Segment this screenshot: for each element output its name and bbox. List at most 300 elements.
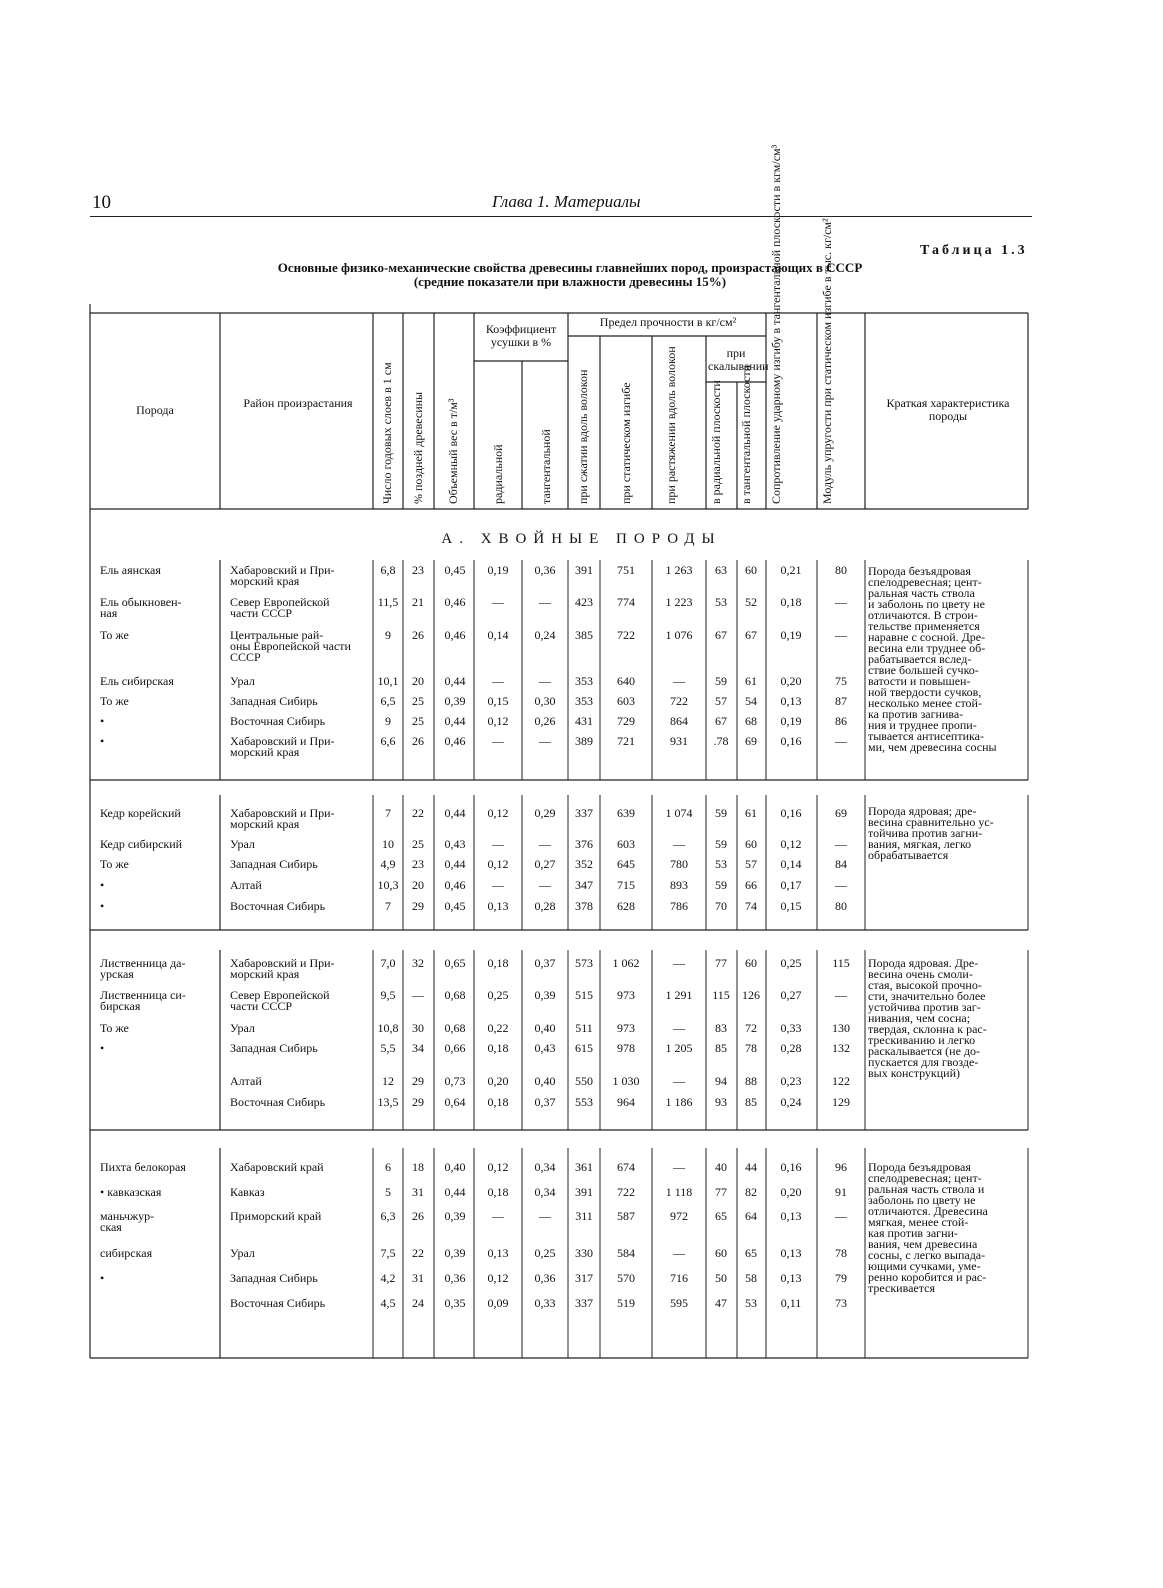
value-cell: 0,66 xyxy=(444,1041,466,1055)
value-cell: 0,13 xyxy=(487,899,509,913)
value-cell: — xyxy=(539,595,551,609)
value-cell: 22 xyxy=(412,806,424,820)
value-cell: — xyxy=(673,956,685,970)
value-cell: 0,12 xyxy=(487,1160,509,1174)
value-cell: 53 xyxy=(745,1296,757,1310)
value-cell: — xyxy=(492,595,504,609)
value-cell: 78 xyxy=(835,1246,847,1260)
value-cell: 0,43 xyxy=(534,1041,556,1055)
header-latewood: % поздней древесины xyxy=(411,391,425,504)
header-strength-group: Предел прочности в кг/см² xyxy=(599,315,737,329)
value-cell: 67 xyxy=(745,628,757,642)
value-cell: 0,43 xyxy=(444,837,466,851)
value-cell: 361 xyxy=(575,1160,593,1174)
value-cell: 10 xyxy=(382,837,394,851)
value-cell: 0,18 xyxy=(780,595,802,609)
description-line: вания, мягкая, легко xyxy=(868,837,972,851)
value-cell: 26 xyxy=(412,628,424,642)
value-cell: — xyxy=(539,1209,551,1223)
header-bending: при статическом изгибе xyxy=(619,382,633,504)
value-cell: 515 xyxy=(575,988,593,1002)
value-cell: 0,14 xyxy=(780,857,802,871)
value-cell: 32 xyxy=(412,956,424,970)
species-description xyxy=(868,958,1020,1079)
description-line: и заболонь по цвету не xyxy=(868,597,985,611)
value-cell: — xyxy=(492,878,504,892)
description-line: весина очень смоли- xyxy=(868,967,973,981)
value-cell: 0,44 xyxy=(444,674,466,688)
value-cell: 61 xyxy=(745,806,757,820)
value-cell: 729 xyxy=(617,714,635,728)
value-cell: 1 291 xyxy=(665,988,693,1002)
value-cell: — xyxy=(673,1246,685,1260)
species-cell: То же xyxy=(100,694,129,708)
species-cell: • xyxy=(100,899,105,913)
value-cell: 864 xyxy=(670,714,688,728)
description-line: ральная часть ствола xyxy=(868,586,975,600)
value-cell: 639 xyxy=(617,806,635,820)
description-line: ватости и повышен- xyxy=(868,674,971,688)
value-cell: 9 xyxy=(385,714,391,728)
description-line: ствие большей сучко- xyxy=(868,663,979,677)
region-cell: Западная Сибирь xyxy=(230,857,318,871)
value-cell: 352 xyxy=(575,857,593,871)
description-line: мягкая, менее стой- xyxy=(868,1215,969,1229)
value-cell: 0,30 xyxy=(534,694,556,708)
value-cell: 31 xyxy=(412,1185,424,1199)
value-cell: 1 076 xyxy=(665,628,693,642)
value-cell: 68 xyxy=(745,714,757,728)
value-cell: 34 xyxy=(412,1041,424,1055)
value-cell: 5 xyxy=(385,1185,391,1199)
value-cell: 0,16 xyxy=(780,1160,802,1174)
region-cell: Хабаровский край xyxy=(230,1160,324,1174)
value-cell: 53 xyxy=(715,857,727,871)
species-cell: То же xyxy=(100,1021,129,1035)
value-cell: 59 xyxy=(715,878,727,892)
value-cell: — xyxy=(835,628,847,642)
value-cell: — xyxy=(412,988,424,1002)
header-shrink-radial: радиальной xyxy=(491,444,505,504)
value-cell: 0,39 xyxy=(534,988,556,1002)
value-cell: 0,13 xyxy=(487,1246,509,1260)
value-cell: 1 030 xyxy=(612,1074,640,1088)
value-cell: 0,39 xyxy=(444,694,466,708)
value-cell: 973 xyxy=(617,1021,635,1035)
value-cell: 0,46 xyxy=(444,734,466,748)
value-cell: 24 xyxy=(412,1296,424,1310)
header-shear-radial: в радиальной плоскости xyxy=(709,380,723,504)
value-cell: 570 xyxy=(617,1271,635,1285)
value-cell: 0,37 xyxy=(534,1095,556,1109)
value-cell: — xyxy=(539,734,551,748)
region-cell: Западная Сибирь xyxy=(230,1041,318,1055)
value-cell: 94 xyxy=(715,1074,727,1088)
value-cell: 0,40 xyxy=(444,1160,466,1174)
value-cell: 23 xyxy=(412,563,424,577)
value-cell: 311 xyxy=(575,1209,593,1223)
value-cell: 7,0 xyxy=(380,956,396,970)
value-cell: 4,2 xyxy=(380,1271,396,1285)
header-shear-group: при скалывании xyxy=(708,346,769,373)
header-tension: при растяжении вдоль волокон xyxy=(664,346,678,504)
region-cell: Центральные рай- оны Европейской части СССР xyxy=(230,628,351,664)
description-line: вания, чем древесина xyxy=(868,1237,978,1251)
description-line: ренно коробится и рас- xyxy=(868,1270,987,1284)
value-cell: 978 xyxy=(617,1041,635,1055)
value-cell: 7,5 xyxy=(380,1246,396,1260)
value-cell: 0,16 xyxy=(780,734,802,748)
value-cell: 60 xyxy=(715,1246,727,1260)
value-cell: 59 xyxy=(715,837,727,851)
value-cell: 584 xyxy=(617,1246,635,1260)
value-cell: 126 xyxy=(742,988,760,1002)
region-cell: Север Европейской части СССР xyxy=(230,988,330,1013)
value-cell: 0,44 xyxy=(444,1185,466,1199)
value-cell: 511 xyxy=(575,1021,593,1035)
value-cell: 0,64 xyxy=(444,1095,466,1109)
species-cell: сибирская xyxy=(100,1246,153,1260)
species-cell: • xyxy=(100,1271,105,1285)
value-cell: 0,19 xyxy=(780,628,802,642)
value-cell: 73 xyxy=(835,1296,847,1310)
value-cell: — xyxy=(835,1209,847,1223)
value-cell: 59 xyxy=(715,806,727,820)
value-cell: 385 xyxy=(575,628,593,642)
description-line: раскалывается (не до- xyxy=(868,1044,981,1058)
value-cell: 774 xyxy=(617,595,635,609)
value-cell: — xyxy=(673,674,685,688)
region-cell: Восточная Сибирь xyxy=(230,714,326,728)
value-cell: 0,36 xyxy=(534,563,556,577)
value-cell: 722 xyxy=(617,628,635,642)
value-cell: 12 xyxy=(382,1074,394,1088)
value-cell: 64 xyxy=(745,1209,757,1223)
value-cell: 0,18 xyxy=(487,1185,509,1199)
species-cell: • xyxy=(100,1041,105,1055)
value-cell: 0,44 xyxy=(444,714,466,728)
value-cell: 0,39 xyxy=(444,1209,466,1223)
region-cell: Хабаровский и При- морский края xyxy=(230,563,335,588)
value-cell: 70 xyxy=(715,899,727,913)
value-cell: 0,24 xyxy=(534,628,556,642)
value-cell: 9,5 xyxy=(380,988,396,1002)
value-cell: 0,23 xyxy=(780,1074,802,1088)
value-cell: 0,18 xyxy=(487,1095,509,1109)
species-cell: маньчжур- ская xyxy=(100,1209,155,1234)
value-cell: 72 xyxy=(745,1021,757,1035)
value-cell: 29 xyxy=(412,1074,424,1088)
value-cell: 69 xyxy=(835,806,847,820)
value-cell: 7 xyxy=(385,899,391,913)
description-line: несколько менее стой- xyxy=(868,696,982,710)
value-cell: 83 xyxy=(715,1021,727,1035)
value-cell: 80 xyxy=(835,899,847,913)
value-cell: 0,13 xyxy=(780,1209,802,1223)
value-cell: 132 xyxy=(832,1041,850,1055)
species-cell: • кавказская xyxy=(100,1185,162,1199)
table-caption-line-2: (средние показатели при влажности древесины 15%) xyxy=(413,274,727,289)
value-cell: 4,9 xyxy=(380,857,396,871)
value-cell: 82 xyxy=(745,1185,757,1199)
region-cell: Алтай xyxy=(230,1074,262,1088)
value-cell: — xyxy=(835,837,847,851)
description-line: устойчива против заг- xyxy=(868,1000,981,1014)
region-cell: Алтай xyxy=(230,878,262,892)
value-cell: 54 xyxy=(745,694,757,708)
value-cell: 0,12 xyxy=(780,837,802,851)
value-cell: 391 xyxy=(575,563,593,577)
description-line: весина сравнительно ус- xyxy=(868,815,994,829)
region-cell: Восточная Сибирь xyxy=(230,1296,326,1310)
value-cell: 0,36 xyxy=(444,1271,466,1285)
value-cell: 65 xyxy=(745,1246,757,1260)
value-cell: 5,5 xyxy=(380,1041,396,1055)
value-cell: 22 xyxy=(412,1246,424,1260)
value-cell: 0,20 xyxy=(487,1074,509,1088)
value-cell: 0,13 xyxy=(780,1246,802,1260)
description-line: тойчива против загни- xyxy=(868,826,983,840)
value-cell: 0,28 xyxy=(534,899,556,913)
value-cell: 0,16 xyxy=(780,806,802,820)
value-cell: 67 xyxy=(715,628,727,642)
description-line: наравне с сосной. Дре- xyxy=(868,630,986,644)
running-head: Глава 1. Материалы xyxy=(492,192,641,211)
value-cell: 972 xyxy=(670,1209,688,1223)
value-cell: 337 xyxy=(575,1296,593,1310)
value-cell: 9 xyxy=(385,628,391,642)
value-cell: 378 xyxy=(575,899,593,913)
value-cell: 0,68 xyxy=(444,1021,466,1035)
value-cell: 715 xyxy=(617,878,635,892)
value-cell: 6,8 xyxy=(380,563,396,577)
value-cell: 0,21 xyxy=(780,563,802,577)
value-cell: 130 xyxy=(832,1021,850,1035)
description-line: сти, значительно более xyxy=(868,989,986,1003)
value-cell: — xyxy=(835,595,847,609)
header-shrink-group: Коэффициент усушки в % xyxy=(485,322,557,349)
value-cell: 640 xyxy=(617,674,635,688)
value-cell: 780 xyxy=(670,857,688,871)
value-cell: 63 xyxy=(715,563,727,577)
description-line: трескивается xyxy=(868,1281,935,1295)
value-cell: 0,33 xyxy=(534,1296,556,1310)
value-cell: 47 xyxy=(715,1296,727,1310)
value-cell: 23 xyxy=(412,857,424,871)
value-cell: 0,27 xyxy=(780,988,802,1002)
species-cell: Ель обыкновен- ная xyxy=(100,595,182,620)
value-cell: 964 xyxy=(617,1095,635,1109)
header-region: Район произрастания xyxy=(243,396,353,410)
value-cell: 0,28 xyxy=(780,1041,802,1055)
value-cell: 85 xyxy=(745,1095,757,1109)
value-cell: 59 xyxy=(715,674,727,688)
value-cell: 91 xyxy=(835,1185,847,1199)
value-cell: 85 xyxy=(715,1041,727,1055)
species-cell: То же xyxy=(100,628,129,642)
value-cell: 0,65 xyxy=(444,956,466,970)
description-line: Порода ядровая; дре- xyxy=(868,804,977,818)
region-cell: Хабаровский и При- морский края xyxy=(230,956,335,981)
value-cell: — xyxy=(673,1021,685,1035)
value-cell: 60 xyxy=(745,837,757,851)
value-cell: 57 xyxy=(715,694,727,708)
value-cell: 52 xyxy=(745,595,757,609)
description-line: пускается для гвозде- xyxy=(868,1055,979,1069)
value-cell: 25 xyxy=(412,837,424,851)
value-cell: 603 xyxy=(617,694,635,708)
species-cell: То же xyxy=(100,857,129,871)
value-cell: 79 xyxy=(835,1271,847,1285)
value-cell: 78 xyxy=(745,1041,757,1055)
value-cell: 0,34 xyxy=(534,1160,556,1174)
value-cell: .78 xyxy=(713,734,729,748)
region-cell: Западная Сибирь xyxy=(230,1271,318,1285)
value-cell: 67 xyxy=(715,714,727,728)
value-cell: 0,35 xyxy=(444,1296,466,1310)
species-cell: • xyxy=(100,878,105,892)
value-cell: 29 xyxy=(412,1095,424,1109)
value-cell: 1 205 xyxy=(665,1041,693,1055)
value-cell: 0,46 xyxy=(444,595,466,609)
value-cell: 60 xyxy=(745,563,757,577)
value-cell: — xyxy=(539,837,551,851)
value-cell: 0,45 xyxy=(444,899,466,913)
value-cell: 337 xyxy=(575,806,593,820)
description-line: Порода ядровая. Дре- xyxy=(868,956,979,970)
value-cell: 1 074 xyxy=(665,806,693,820)
value-cell: 87 xyxy=(835,694,847,708)
description-line: отличаются. Древесина xyxy=(868,1204,988,1218)
header-density: Объемный вес в т/м³ xyxy=(446,398,460,504)
value-cell: 20 xyxy=(412,674,424,688)
value-cell: 615 xyxy=(575,1041,593,1055)
value-cell: 80 xyxy=(835,563,847,577)
value-cell: 0,12 xyxy=(487,714,509,728)
value-cell: 722 xyxy=(670,694,688,708)
value-cell: — xyxy=(835,734,847,748)
description-line: ния и труднее пропи- xyxy=(868,718,977,732)
value-cell: 353 xyxy=(575,674,593,688)
description-line: спелодревесная; цент- xyxy=(868,1171,982,1185)
description-line: ральная часть ствола и xyxy=(868,1182,985,1196)
value-cell: 115 xyxy=(712,988,730,1002)
value-cell: 0,24 xyxy=(780,1095,802,1109)
value-cell: — xyxy=(835,878,847,892)
value-cell: 1 062 xyxy=(612,956,640,970)
value-cell: 96 xyxy=(835,1160,847,1174)
region-cell: Приморский край xyxy=(230,1209,322,1223)
value-cell: 751 xyxy=(617,563,635,577)
value-cell: 1 118 xyxy=(665,1185,693,1199)
value-cell: 122 xyxy=(832,1074,850,1088)
value-cell: 0,39 xyxy=(444,1246,466,1260)
value-cell: 88 xyxy=(745,1074,757,1088)
description-line: трескиванию и легко xyxy=(868,1033,976,1047)
value-cell: 0,40 xyxy=(534,1021,556,1035)
value-cell: 0,13 xyxy=(780,694,802,708)
header-shrink-tangential: тангентальной xyxy=(539,429,553,504)
header-modulus: Модуль упругости при статическом изгибе в тыс. кг/см² xyxy=(820,218,834,504)
value-cell: 722 xyxy=(617,1185,635,1199)
value-cell: 0,27 xyxy=(534,857,556,871)
value-cell: 0,46 xyxy=(444,628,466,642)
value-cell: 6,5 xyxy=(380,694,396,708)
description-line: тывается антисептика- xyxy=(868,729,984,743)
value-cell: 1 223 xyxy=(665,595,693,609)
value-cell: 0,20 xyxy=(780,1185,802,1199)
value-cell: 389 xyxy=(575,734,593,748)
value-cell: 0,19 xyxy=(780,714,802,728)
value-cell: 573 xyxy=(575,956,593,970)
species-cell: • xyxy=(100,734,105,748)
value-cell: 0,12 xyxy=(487,857,509,871)
region-cell: Кавказ xyxy=(230,1185,265,1199)
value-cell: — xyxy=(492,734,504,748)
value-cell: 0,26 xyxy=(534,714,556,728)
value-cell: — xyxy=(492,837,504,851)
value-cell: 595 xyxy=(670,1296,688,1310)
value-cell: — xyxy=(539,878,551,892)
value-cell: 58 xyxy=(745,1271,757,1285)
value-cell: 0,12 xyxy=(487,1271,509,1285)
species-description xyxy=(868,806,1020,861)
region-cell: Хабаровский и При- морский края xyxy=(230,734,335,759)
value-cell: 74 xyxy=(745,899,757,913)
value-cell: 0,18 xyxy=(487,956,509,970)
value-cell: 330 xyxy=(575,1246,593,1260)
value-cell: 13,5 xyxy=(377,1095,399,1109)
value-cell: 53 xyxy=(715,595,727,609)
description-line: ной твердости сучков, xyxy=(868,685,982,699)
value-cell: 25 xyxy=(412,714,424,728)
region-cell: Хабаровский и При- морский края xyxy=(230,806,335,831)
description-line: ка против загнива- xyxy=(868,707,964,721)
value-cell: 60 xyxy=(745,956,757,970)
value-cell: 628 xyxy=(617,899,635,913)
description-line: ми, чем древесина сосны xyxy=(868,740,997,754)
value-cell: — xyxy=(673,1074,685,1088)
value-cell: 0,25 xyxy=(534,1246,556,1260)
value-cell: 75 xyxy=(835,674,847,688)
value-cell: 431 xyxy=(575,714,593,728)
value-cell: — xyxy=(492,674,504,688)
value-cell: 1 263 xyxy=(665,563,693,577)
value-cell: 57 xyxy=(745,857,757,871)
value-cell: 29 xyxy=(412,899,424,913)
value-cell: 0,20 xyxy=(780,674,802,688)
value-cell: 129 xyxy=(832,1095,850,1109)
region-cell: Урал xyxy=(230,1021,255,1035)
description-line: ющими сучками, уме- xyxy=(868,1259,981,1273)
value-cell: 0,29 xyxy=(534,806,556,820)
page-number: 10 xyxy=(92,192,111,213)
value-cell: 0,68 xyxy=(444,988,466,1002)
value-cell: — xyxy=(673,1160,685,1174)
header-shear-tangential: в тангентальной плоскости xyxy=(739,365,753,504)
value-cell: 0,44 xyxy=(444,857,466,871)
value-cell: 347 xyxy=(575,878,593,892)
value-cell: 10,8 xyxy=(377,1021,399,1035)
value-cell: 0,33 xyxy=(780,1021,802,1035)
description-line: кая против загни- xyxy=(868,1226,958,1240)
value-cell: 1 186 xyxy=(665,1095,693,1109)
value-cell: 0,19 xyxy=(487,563,509,577)
region-cell: Урал xyxy=(230,1246,255,1260)
value-cell: 0,34 xyxy=(534,1185,556,1199)
description-line: Порода безъядровая xyxy=(868,1160,971,1174)
value-cell: 0,46 xyxy=(444,878,466,892)
